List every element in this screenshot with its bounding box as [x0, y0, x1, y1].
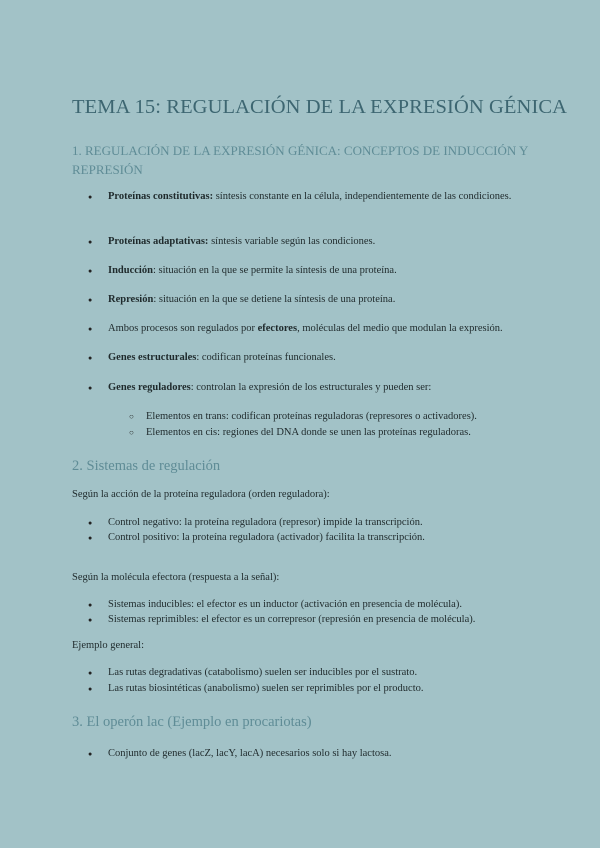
list-item: ● Conjunto de genes (lacZ, lacY, lacA) necesarios solo si hay lactosa. — [108, 746, 528, 762]
section-1-heading: 1. REGULACIÓN DE LA EXPRESIÓN GÉNICA: CONCEPTOS DE INDUCCIÓN Y REPRESIÓN — [72, 143, 528, 177]
section-3-heading: 3. El operón lac (Ejemplo en procariotas) — [72, 714, 312, 730]
list-item: ● Control negativo: la proteína reguladora (represor) impide la transcripción. — [108, 515, 528, 531]
list-item: ● Las rutas biosintéticas (anabolismo) suelen ser reprimibles por el producto. — [108, 681, 528, 697]
list-item: ● Ambos procesos son regulados por efectores, moléculas del medio que modulan la expresión. — [108, 321, 558, 337]
sub-list-item: ○ Elementos en trans: codifican proteínas reguladoras (represores o activadores). — [146, 409, 477, 425]
list-item: ● Proteínas constitutivas: síntesis constante en la célula, independientemente de las condiciones. — [108, 189, 528, 205]
list-item: ● Control positivo: la proteína reguladora (activador) facilita la transcripción. — [108, 530, 528, 546]
document-title: TEMA 15: REGULACIÓN DE LA EXPRESIÓN GÉNICA — [72, 96, 568, 118]
list-item: ● Sistemas inducibles: el efector es un inductor (activación en presencia de molécula). — [108, 597, 528, 613]
list-item: ● Genes reguladores: controlan la expresión de los estructurales y pueden ser: — [108, 380, 528, 396]
sub-list-item: ○ Elementos en cis: regiones del DNA donde se unen las proteínas reguladoras. — [146, 425, 471, 441]
list-item: ● Las rutas degradativas (catabolismo) suelen ser inducibles por el sustrato. — [108, 665, 528, 681]
list-item: ● Proteínas adaptativas: síntesis variable según las condiciones. — [108, 234, 528, 250]
list-item: ● Genes estructurales: codifican proteínas funcionales. — [108, 350, 528, 366]
list-item: ● Inducción: situación en la que se permite la síntesis de una proteína. — [108, 263, 528, 279]
list-item: ● Sistemas reprimibles: el efector es un correpresor (represión en presencia de molécula). — [108, 612, 528, 628]
list-item: ● Represión: situación en la que se detiene la síntesis de una proteína. — [108, 292, 528, 308]
section-2-heading: 2. Sistemas de regulación — [72, 458, 221, 474]
paragraph: Según la molécula efectora (respuesta a la señal): — [72, 572, 280, 583]
paragraph: Ejemplo general: — [72, 640, 145, 651]
paragraph: Según la acción de la proteína reguladora (orden reguladora): — [72, 489, 330, 500]
